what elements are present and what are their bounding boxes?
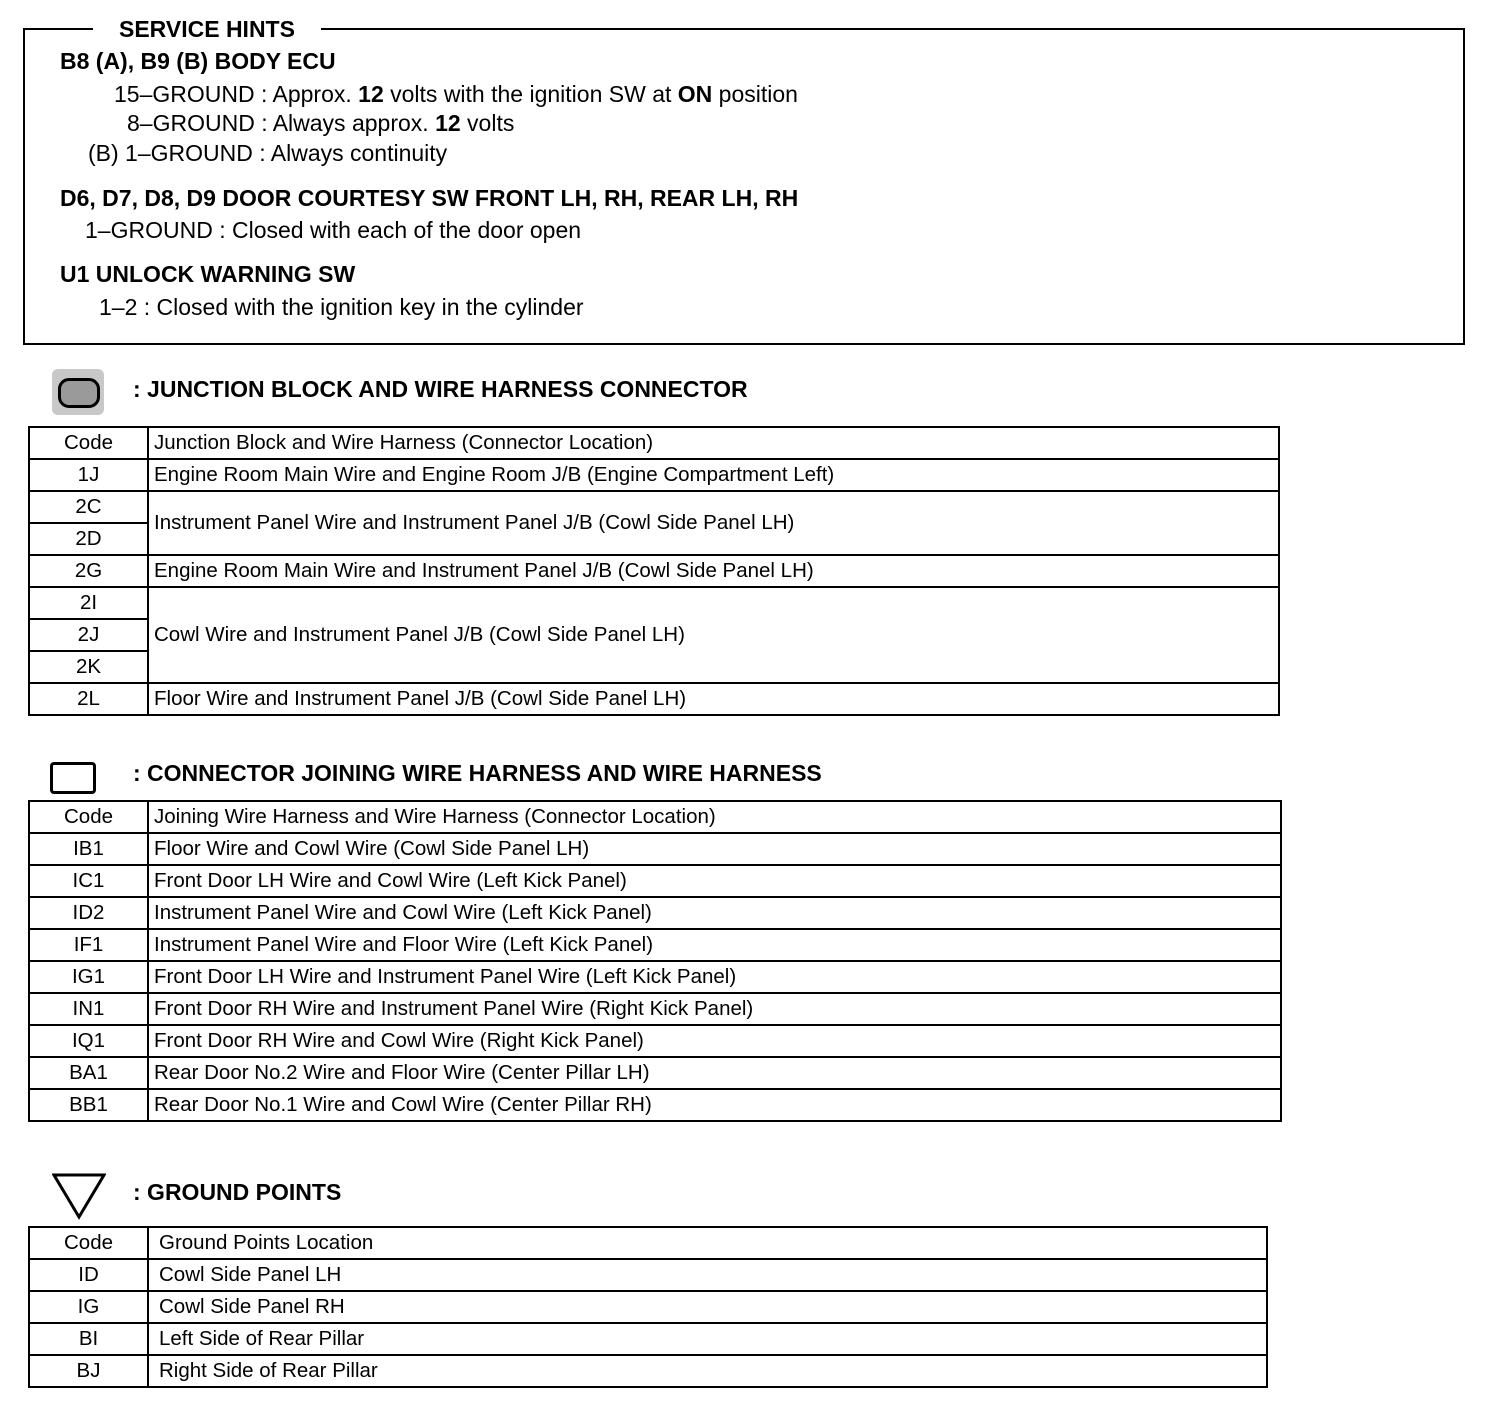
code-cell: IF1 [29, 929, 148, 961]
table-row [29, 587, 1279, 619]
unlock-warning-sw-heading: U1 UNLOCK WARNING SW [60, 261, 356, 287]
ground-points-heading: : GROUND POINTS [133, 1179, 342, 1205]
table-row [29, 491, 1279, 523]
code-cell: BB1 [29, 1089, 148, 1121]
table-row [29, 1323, 1267, 1355]
ground-triangle-icon [52, 1172, 106, 1220]
desc-cell: Rear Door No.2 Wire and Floor Wire (Center Pillar LH) [148, 1057, 1281, 1089]
junction-block-table [28, 426, 1280, 716]
desc-cell: Instrument Panel Wire and Floor Wire (Left Kick Panel) [148, 929, 1281, 961]
code-cell: 2J [29, 619, 148, 651]
desc-cell: Front Door RH Wire and Instrument Panel Wire (Right Kick Panel) [148, 993, 1281, 1025]
code-cell: 2C [29, 491, 148, 523]
table-row [29, 833, 1281, 865]
code-cell: 2K [29, 651, 148, 683]
junction-block-heading: : JUNCTION BLOCK AND WIRE HARNESS CONNECTOR [133, 376, 748, 402]
desc-cell: Floor Wire and Cowl Wire (Cowl Side Panel LH) [148, 833, 1281, 865]
hint-line-door-courtesy: 1–GROUND : Closed with each of the door open [85, 217, 582, 243]
table-row [29, 1291, 1267, 1323]
code-cell: IG1 [29, 961, 148, 993]
table-row [29, 683, 1279, 715]
connector-joining-heading: : CONNECTOR JOINING WIRE HARNESS AND WIRE HARNESS [133, 760, 822, 786]
code-cell: IC1 [29, 865, 148, 897]
table-row [29, 961, 1281, 993]
junction-block-icon [52, 369, 104, 415]
desc-cell: Cowl Wire and Instrument Panel J/B (Cowl Side Panel LH) [148, 587, 1279, 683]
code-cell: BJ [29, 1355, 148, 1387]
door-courtesy-sw-heading: D6, D7, D8, D9 DOOR COURTESY SW FRONT LH, RH, REAR LH, RH [60, 185, 799, 211]
table-row [29, 993, 1281, 1025]
code-cell: ID2 [29, 897, 148, 929]
desc-cell: Right Side of Rear Pillar [148, 1355, 1267, 1387]
code-cell: BI [29, 1323, 148, 1355]
code-cell: BA1 [29, 1057, 148, 1089]
code-cell: 2D [29, 523, 148, 555]
header-code: Code [29, 1227, 148, 1259]
header-desc: Ground Points Location [148, 1227, 1267, 1259]
code-cell: IB1 [29, 833, 148, 865]
table-row [29, 459, 1279, 491]
table-header-row [29, 1227, 1267, 1259]
service-hints-title: SERVICE HINTS [93, 17, 321, 41]
table-row [29, 1025, 1281, 1057]
code-cell: 2L [29, 683, 148, 715]
desc-cell: Engine Room Main Wire and Engine Room J/B (Engine Compartment Left) [148, 459, 1279, 491]
header-code: Code [29, 427, 148, 459]
table-row [29, 1259, 1267, 1291]
ground-points-table [28, 1226, 1268, 1388]
connector-joining-table [28, 800, 1282, 1122]
desc-cell: Floor Wire and Instrument Panel J/B (Cowl Side Panel LH) [148, 683, 1279, 715]
hint-line-unlock-warning: 1–2 : Closed with the ignition key in the cylinder [99, 294, 584, 320]
hint-line-15-ground: 15–GROUND : Approx. 12 volts with the ignition SW at ON position [114, 81, 798, 107]
table-row [29, 897, 1281, 929]
table-row [29, 1089, 1281, 1121]
desc-cell: Engine Room Main Wire and Instrument Panel J/B (Cowl Side Panel LH) [148, 555, 1279, 587]
code-cell: ID [29, 1259, 148, 1291]
connector-icon [50, 762, 96, 794]
table-header-row [29, 801, 1281, 833]
header-code: Code [29, 801, 148, 833]
desc-cell: Instrument Panel Wire and Cowl Wire (Left Kick Panel) [148, 897, 1281, 929]
code-cell: 2I [29, 587, 148, 619]
table-header-row [29, 427, 1279, 459]
code-cell: IQ1 [29, 1025, 148, 1057]
hint-line-8-ground: 8–GROUND : Always approx. 12 volts [127, 110, 515, 136]
desc-cell: Front Door RH Wire and Cowl Wire (Right Kick Panel) [148, 1025, 1281, 1057]
table-row [29, 929, 1281, 961]
table-row [29, 555, 1279, 587]
service-hints-box [23, 16, 1465, 345]
header-desc: Joining Wire Harness and Wire Harness (Connector Location) [148, 801, 1281, 833]
table-row [29, 1355, 1267, 1387]
code-cell: 1J [29, 459, 148, 491]
desc-cell: Rear Door No.1 Wire and Cowl Wire (Center Pillar RH) [148, 1089, 1281, 1121]
table-row [29, 865, 1281, 897]
header-desc: Junction Block and Wire Harness (Connector Location) [148, 427, 1279, 459]
body-ecu-heading: B8 (A), B9 (B) BODY ECU [60, 48, 336, 74]
code-cell: 2G [29, 555, 148, 587]
desc-cell: Cowl Side Panel RH [148, 1291, 1267, 1323]
desc-cell: Instrument Panel Wire and Instrument Panel J/B (Cowl Side Panel LH) [148, 491, 1279, 555]
code-cell: IG [29, 1291, 148, 1323]
desc-cell: Front Door LH Wire and Instrument Panel Wire (Left Kick Panel) [148, 961, 1281, 993]
desc-cell: Left Side of Rear Pillar [148, 1323, 1267, 1355]
table-row [29, 1057, 1281, 1089]
desc-cell: Front Door LH Wire and Cowl Wire (Left Kick Panel) [148, 865, 1281, 897]
hint-line-b-1-ground: (B) 1–GROUND : Always continuity [88, 140, 448, 166]
code-cell: IN1 [29, 993, 148, 1025]
desc-cell: Cowl Side Panel LH [148, 1259, 1267, 1291]
